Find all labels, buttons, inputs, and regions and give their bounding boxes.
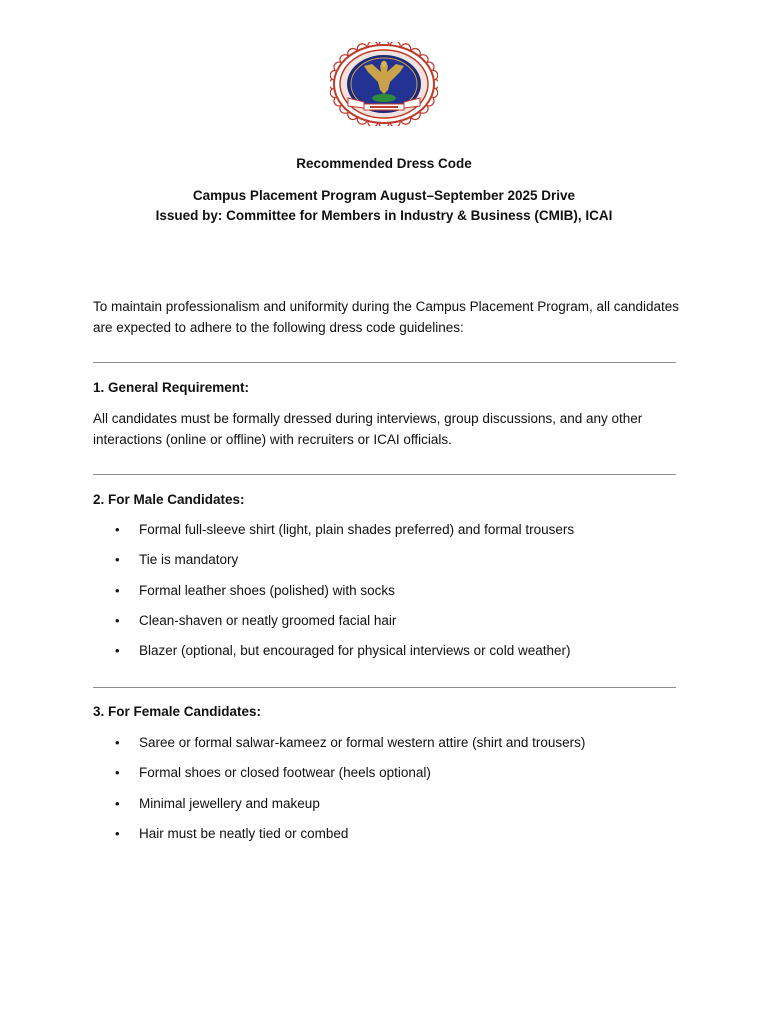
section-heading-general: 1. General Requirement: [93, 380, 250, 395]
bullet-icon: • [115, 825, 120, 841]
list-item [93, 520, 683, 550]
list-item [93, 794, 683, 824]
list-item-text: Minimal jewellery and makeup [139, 795, 320, 811]
list-item [93, 581, 683, 611]
male-guidelines-list [93, 520, 683, 671]
list-item [93, 824, 683, 854]
program-subtitle: Campus Placement Program August–September 2025 Drive [192, 188, 576, 203]
list-item-text: Saree or formal salwar-kameez or formal western attire (shirt and trousers) [139, 735, 586, 750]
document-title: Recommended Dress Code [296, 156, 472, 171]
list-item-text: Tie is mandatory [139, 552, 239, 568]
list-item-text: Blazer (optional, but encouraged for physical interviews or cold weather) [139, 643, 571, 659]
bullet-icon: • [115, 552, 120, 568]
bullet-icon: • [115, 612, 120, 628]
list-item [93, 550, 683, 580]
list-item-text: Clean-shaven or neatly groomed facial hair [139, 612, 397, 628]
bullet-icon: • [115, 735, 120, 750]
list-item-text: Formal shoes or closed footwear (heels optional) [139, 765, 431, 781]
divider [93, 362, 676, 363]
list-item [93, 611, 683, 641]
bullet-icon: • [115, 643, 120, 659]
list-item [93, 763, 683, 793]
intro-paragraph: To maintain professionalism and uniformity during the Campus Placement Program, all candidates are expected to adhere to the following dress code guidelines: [93, 299, 680, 335]
list-item-text: Formal full-sleeve shirt (light, plain shades preferred) and formal trousers [139, 522, 575, 537]
icai-logo [330, 42, 438, 126]
female-guidelines-list [93, 733, 683, 854]
section-heading-male: 2. For Male Candidates: [93, 492, 245, 507]
icai-emblem-icon [330, 42, 438, 126]
divider [93, 474, 676, 475]
issuer-subtitle: Issued by: Committee for Members in Industry & Business (CMIB), ICAI [155, 208, 613, 223]
general-requirement-text: All candidates must be formally dressed during interviews, group discussions, and any other interactions (online or offline) with recruiters or ICAI officials. [93, 411, 643, 447]
list-item [93, 641, 683, 671]
divider [93, 687, 676, 688]
bullet-icon: • [115, 795, 120, 811]
list-item-text: Formal leather shoes (polished) with socks [139, 582, 395, 598]
bullet-icon: • [115, 765, 120, 781]
bullet-icon: • [115, 522, 120, 537]
list-item [93, 733, 683, 763]
bullet-icon: • [115, 582, 120, 598]
section-heading-female: 3. For Female Candidates: [93, 704, 262, 719]
list-item-text: Hair must be neatly tied or combed [139, 825, 349, 841]
